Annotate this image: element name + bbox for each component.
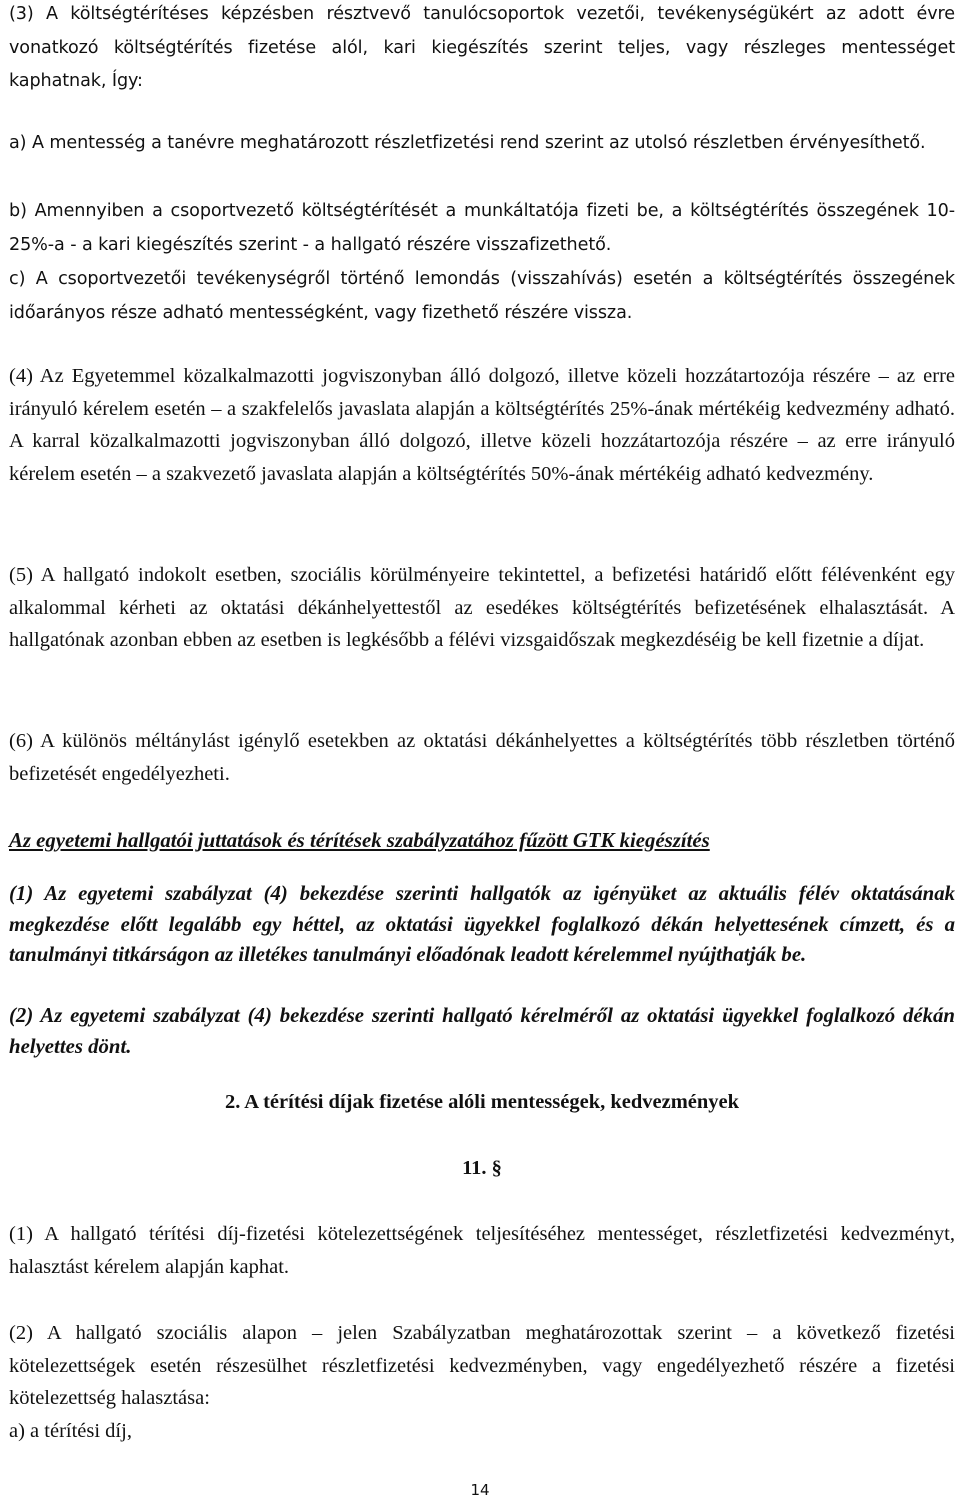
gtk-paragraph-2: (2) Az egyetemi szabályzat (4) bekezdése szerinti hallgató kérelméről az oktatási ügyekkel foglalkozó dékán helyettes dönt. bbox=[9, 1004, 955, 1058]
section-3-item-a: a) A mentesség a tanévre meghatározott részletfizetési rend szerint az utolsó részletben érvényesíthető. bbox=[9, 133, 926, 153]
paragraph-11-2-item-a: a) a térítési díj, bbox=[9, 1420, 132, 1442]
chapter-title: 2. A térítési díjak fizetése alóli mentességek, kedvezmények bbox=[224, 1091, 740, 1113]
gtk-paragraph-1: (1) Az egyetemi szabályzat (4) bekezdése szerinti hallgatók az igényüket az aktuális félév oktatásának megkezdése előtt legalább egy héttel, az oktatási ügyekkel foglalkozó dékán helyettesének címzett, és a tanulmányi titkárságon az illetékes tanulmányi előadónak leadott kérelemmel nyújthatják be. bbox=[9, 882, 955, 966]
gtk-heading: Az egyetemi hallgatói juttatások és térítések szabályzatához fűzött GTK kiegészítés bbox=[9, 829, 710, 852]
section-5-paragraph: (5) A hallgató indokolt esetben, szociális körülményeire tekintettel, a befizetési határidő előtt félévenként egy alkalommal kérheti az oktatási dékánhelyettestől az esedékes költségtérítés befizetésének elhalasztását. A hallgatónak azonban ebben az esetben is legkésőbb a félévi vizsgaidőszak megkezdéséig be kell fizetnie a díjat. bbox=[9, 564, 955, 652]
paragraph-number: 11. § bbox=[462, 1157, 502, 1179]
section-3-intro: (3) A költségtérítéses képzésben résztvevő tanulócsoportok vezetői, tevékenységükért az adott évre vonatkozó költségtérítés fizetése alól, kari kiegészítés szerint teljes, vagy részleges mentességet kaphatnak, Így: bbox=[9, 4, 955, 91]
page-number: 14 bbox=[470, 1481, 490, 1499]
paragraph-11-1: (1) A hallgató térítési díj-fizetési kötelezettségének teljesítéséhez mentességet, részletfizetési kedvezményt, halasztást kérelem alapján kaphat. bbox=[9, 1223, 955, 1278]
paragraph-11-2: (2) A hallgató szociális alapon – jelen Szabályzatban meghatározottak szerint – a következő fizetési kötelezettségek esetén részesülhet részletfizetési kedvezményben, vagy engedélyezhető részére a fizetési kötelezettség halasztása: bbox=[9, 1322, 955, 1410]
section-3-item-c: c) A csoportvezetői tevékenységről történő lemondás (visszahívás) esetén a költségtérítés összegének időarányos része adható mentességként, vagy fizethető részére vissza. bbox=[9, 269, 955, 323]
section-3-item-b: b) Amennyiben a csoportvezető költségtérítését a munkáltatója fizeti be, a költségtérítés összegének 10-25%-a - a kari kiegészítés szerint - a hallgató részére visszafizethető. bbox=[9, 201, 955, 255]
section-6-paragraph: (6) A különös méltánylást igénylő esetekben az oktatási dékánhelyettes a költségtérítés több részletben történő befizetését engedélyezheti. bbox=[9, 730, 955, 785]
section-4-paragraph: (4) Az Egyetemmel közalkalmazotti jogviszonyban álló dolgozó, illetve közeli hozzátartozója részére – az erre irányuló kérelem esetén – a szakfelelős javaslata alapján a költségtérítés 25%-ának mértékéig kedvezmény adható. A karral közalkalmazotti jogviszonyban álló dolgozó, illetve közeli hozzátartozója részére – az erre irányuló kérelem esetén – a szakvezető javaslata alapján a költségtérítés 50%-ának mértékéig adható kedvezmény. bbox=[9, 365, 955, 485]
